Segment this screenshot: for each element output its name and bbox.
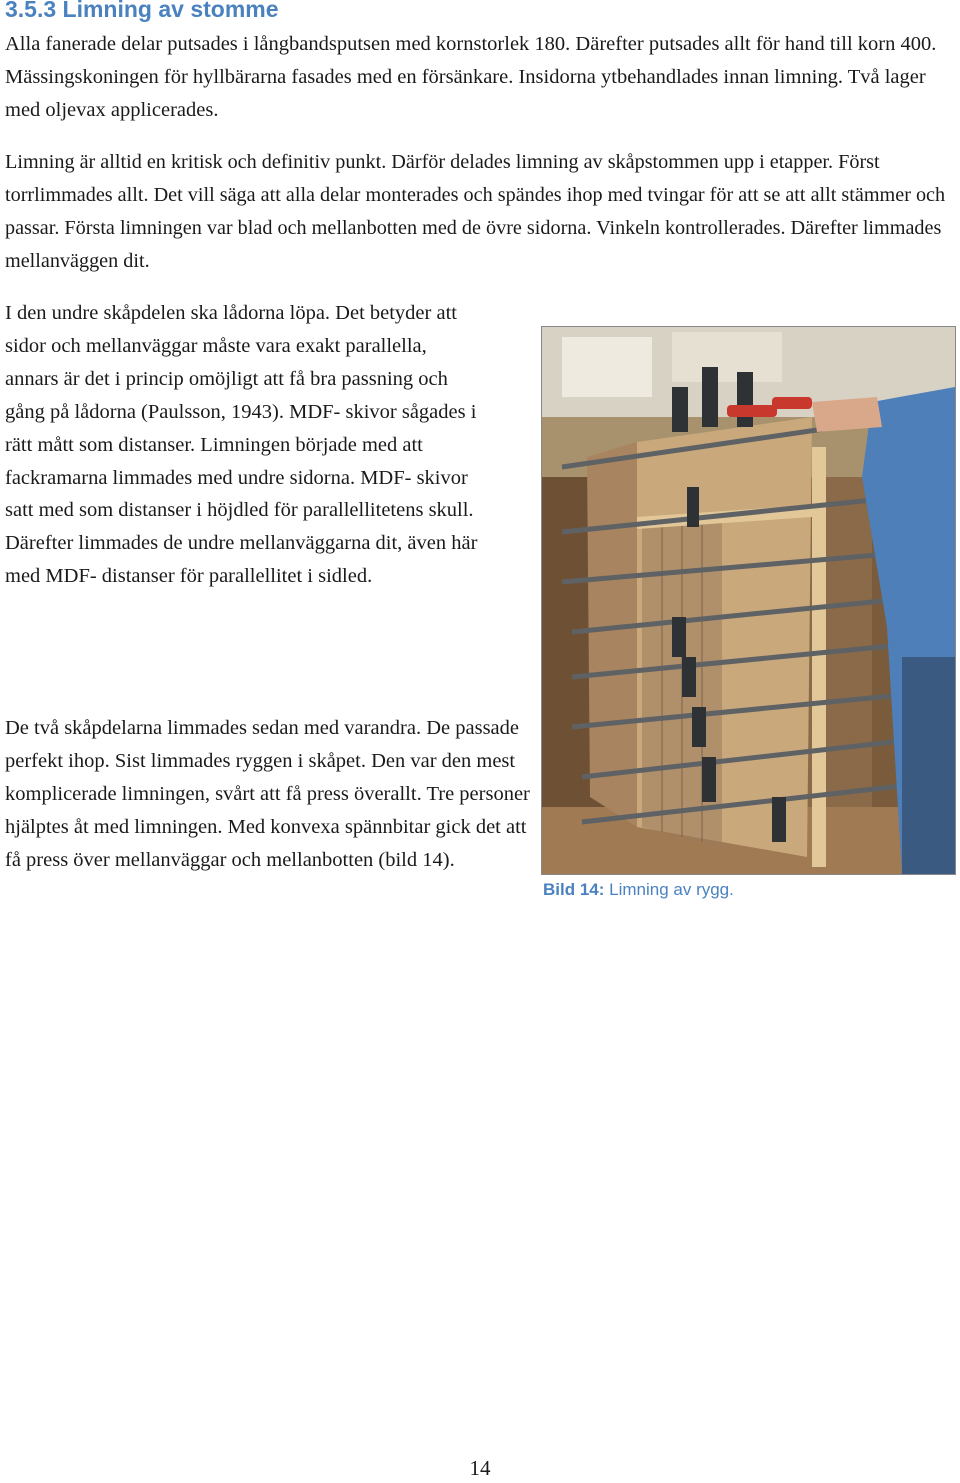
paragraph-joining-parts: De två skåpdelarna limmades sedan med varandra. De passade perfekt ihop. Sist limmades ryggen i skåpet. Den var den mest komplicerade limningen, svårt att få press överallt. Tre personer hjälptes åt med limningen. Med konvexa spännbitar gick det att få press över mellanväggar och mellanbotten (bild 14). — [5, 717, 530, 871]
paragraph-lower-cabinet: I den undre skåpdelen ska lådorna löpa. Det betyder att sidor och mellanväggar måste vara exakt parallella, annars är det i princip omöjligt att få bra passning och gång på lådorna (Paulsson, 1943). MDF- skivor sågades i rätt mått som distanser. Limningen började med att fackramarna limmades med undre sidorna. MDF- skivor satt med som distanser i höjdled för parallellitetens skull. Därefter limmades de undre mellanväggarna dit, även här med MDF- distanser för parallellitet i sidled. — [5, 302, 478, 588]
caption-text: Limning av rygg. — [604, 880, 734, 899]
section-heading: 3.5.3 Limning av stomme — [5, 0, 279, 22]
clamping-photo — [541, 326, 956, 875]
paragraph-gluing-stages: Limning är alltid en kritisk och definitiv punkt. Därför delades limning av skåpstommen upp i etapper. Först torrlimmades allt. Det vill säga att alla delar monterades och spändes ihop med tvingar för att se att allt stämmer och passar. Första limningen var blad och mellanbotten med de övre sidorna. Vinkeln kontrollerades. Därefter limmades mellanväggen dit. — [5, 151, 946, 272]
caption-label: Bild 14: — [543, 880, 605, 899]
figure-caption — [543, 880, 734, 900]
page-number: 14 — [469, 1456, 491, 1480]
paragraph-sanding: Alla fanerade delar putsades i långbandsputsen med kornstorlek 180. Därefter putsades allt för hand till korn 400. Mässingskoningen för hyllbärarna fasades med en försänkare. Insidorna ytbehandlades innan limning. Två lager med oljevax applicerades. — [5, 33, 937, 121]
